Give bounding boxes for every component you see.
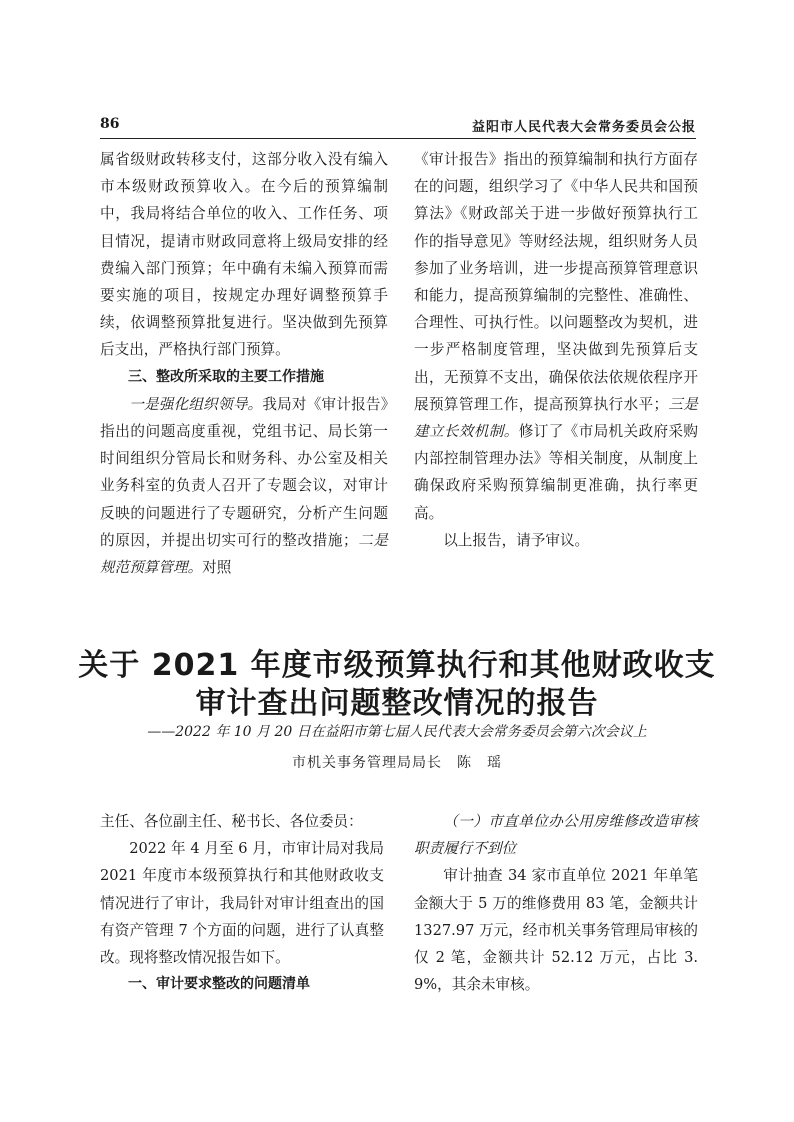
paragraph-text: 修订了《市局机关政府采购内部控制管理办法》等相关制度，从制度上确保政府采购预算编制更准确，执行率更高。 (414, 423, 698, 522)
section-heading: 三、整改所采取的主要工作措施 (128, 368, 324, 385)
report-title-line-1: 关于 2021 年度市级预算执行和其他财政收支 (78, 648, 716, 683)
paragraph: 审计抽查 34 家市直单位 2021 年单笔金额大于 5 万的维修费用 83 笔，金额共计 1327.97 万元，经市机关事务管理局审核的仅 2 笔，金额共计 52.12 万元，占比 3.9%，其余未审核。 (414, 867, 698, 994)
salutation: 主任、各位副主任、秘书长、各位委员： (100, 813, 363, 830)
report-author: 市机关事务管理局局长 陈 瑶 (292, 755, 502, 771)
paragraph-text: 我局对《审计报告》指出的问题高度重视，党组书记、局长第一时间组织分管局长和财务科、办公室及相关业务科室的负责人召开了专题会议，对审计反映的问题进行了专题研究，分析产生问题的原因，并提出切实可行的整改措施； (100, 395, 388, 549)
report-title-line-2: 审计查出问题整改情况的报告 (195, 686, 599, 721)
top-right-column (414, 146, 698, 554)
top-left-column (100, 146, 388, 581)
paragraph (100, 391, 388, 581)
paragraph: 属省级财政转移支付，这部分收入没有编入市本级财政预算收入。在今后的预算编制中，我局将结合单位的收入、工作任务、项目情况，提请市财政同意将上级局安排的经费编入部门预算；年中确有未编入预算而需要实施的项目，按规定办理好调整预算手续，依调整预算批复进行。坚决做到先预算后支出，严格执行部门预算。 (100, 151, 388, 359)
report-subtitle: ——2022 年 10 月 20 日在益阳市第七届人民代表大会常务委员会第六次会议上 (147, 724, 647, 740)
page-number: 86 (100, 116, 120, 132)
paragraph (414, 146, 698, 527)
paragraph-text: 《审计报告》指出的预算编制和执行方面存在的问题，组织学习了《中华人民共和国预算法》《财政部关于进一步做好预算执行工作的指导意见》等财经法规，组织财务人员参加了业务培训，进一步提高预算管理意识和能力，提高预算编制的完整性、准确性、合理性、可执行性。以问题整改为契机，进一步严格制度管理，坚决做到先预算后支出，无预算不支出，确保依法依规依程序开展预算管理工作，提高预算执行水平； (414, 151, 698, 413)
section-heading: 一、审计要求整改的问题清单 (128, 976, 310, 993)
closing-line: 以上报告，请予审议。 (443, 531, 590, 549)
bottom-left-column (100, 808, 384, 998)
paragraph: 2022 年 4 月至 6 月，市审计局对我局 2021 年度市本级预算执行和其他财政收支情况进行了审计，我局针对审计组查出的国有资产管理 7 个方面的问题，进行了认真整改。现将整改情况报告如下。 (100, 840, 384, 967)
emphasis-lead: 三是建立长效机制。 (414, 395, 698, 441)
journal-title: 益阳市人民代表大会常务委员会公报 (471, 120, 696, 135)
subheading: （一）市直单位办公用房维修改造审核职责履行不到位 (414, 813, 698, 858)
emphasis-lead: 一是强化组织领导。 (129, 395, 263, 413)
page-header (100, 116, 696, 139)
emphasis-lead: 二是规范预算管理。 (100, 531, 388, 577)
bottom-right-column (414, 808, 698, 998)
paragraph-text: 对照 (202, 559, 232, 577)
